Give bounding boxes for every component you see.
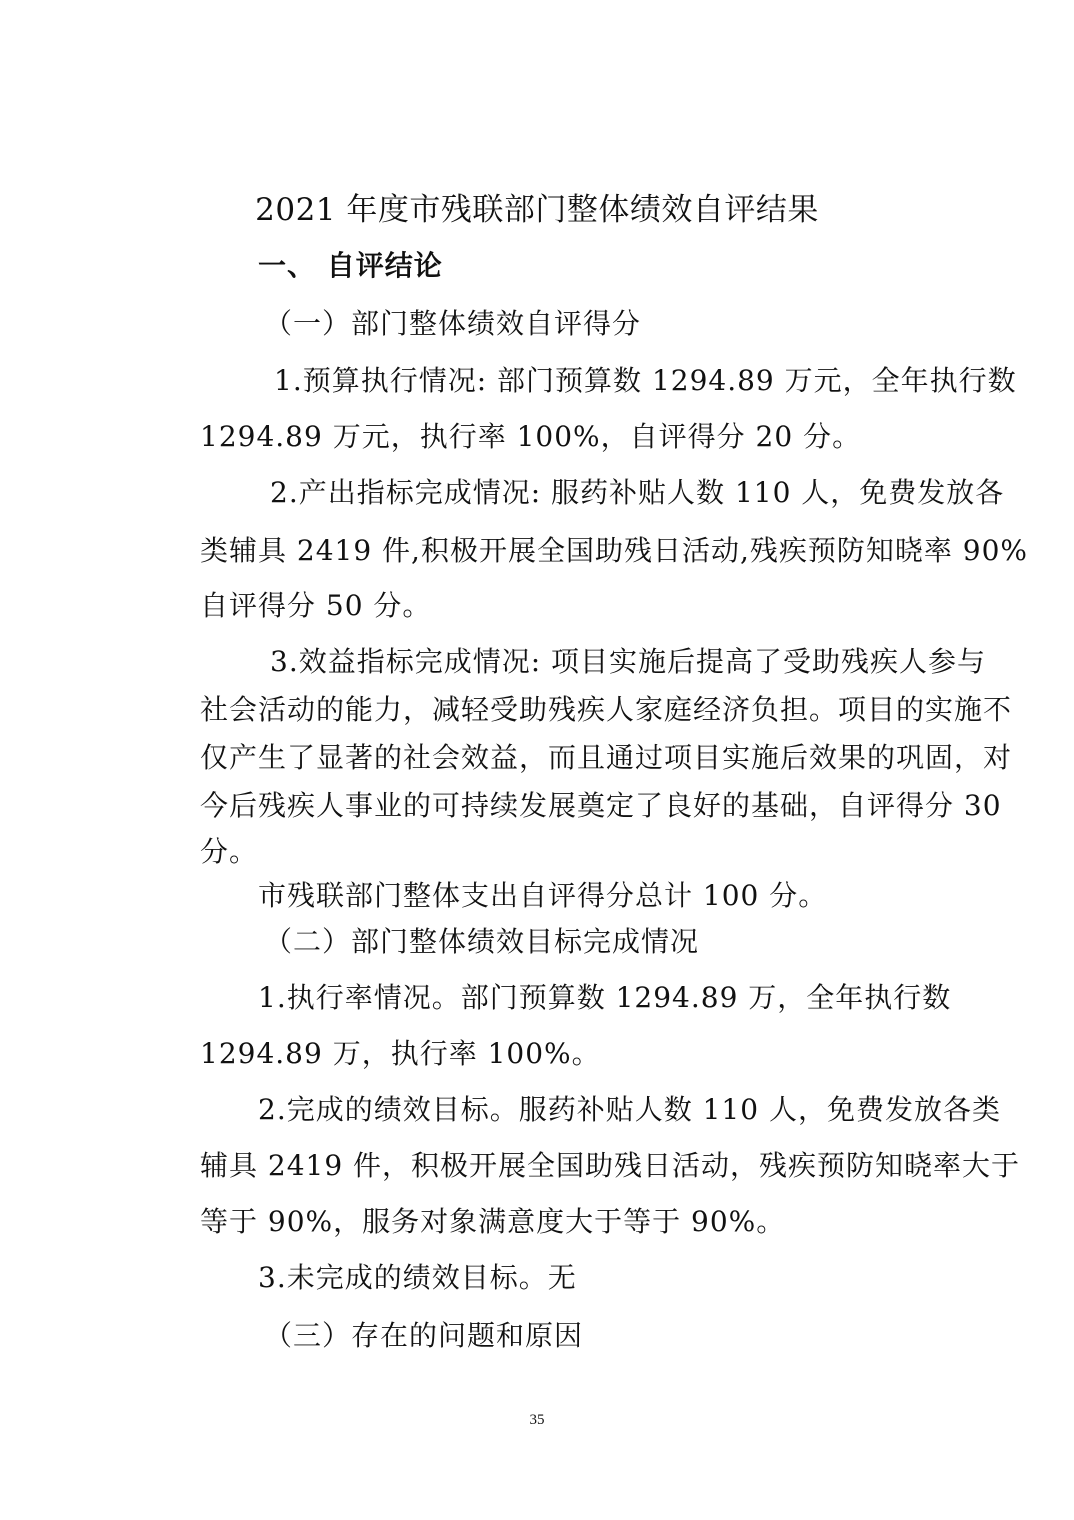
paragraph-line: 自评得分 50 分。 (200, 589, 432, 622)
paragraph-line: 分。 (200, 835, 259, 868)
paragraph-line: 1294.89 万，执行率 100%。 (200, 1037, 601, 1070)
subsection-3-heading: （三）存在的问题和原因 (264, 1319, 584, 1352)
paragraph-line: 社会活动的能力，减轻受助残疾人家庭经济负担。项目的实施不 (200, 693, 1013, 726)
paragraph-line: 1294.89 万元，执行率 100%，自评得分 20 分。 (200, 420, 862, 453)
page-number: 35 (529, 1412, 545, 1428)
paragraph-line: 2.完成的绩效目标。服药补贴人数 110 人，免费发放各类 (258, 1093, 1001, 1126)
paragraph-line: 类辅具 2419 件,积极开展全国助残日活动,残疾预防知晓率 90% (200, 534, 1028, 567)
paragraph-line: 仅产生了显著的社会效益，而且通过项目实施后效果的巩固，对 (200, 741, 1013, 774)
paragraph-line: 3.未完成的绩效目标。无 (258, 1261, 577, 1294)
document-title: 2021 年度市残联部门整体绩效自评结果 (255, 192, 819, 228)
subsection-1-heading: （一）部门整体绩效自评得分 (264, 307, 642, 340)
paragraph-line: 3.效益指标完成情况: 项目实施后提高了受助残疾人参与 (270, 645, 987, 678)
paragraph-line: 1.执行率情况。部门预算数 1294.89 万，全年执行数 (258, 981, 952, 1014)
paragraph-line: 辅具 2419 件，积极开展全国助残日活动，残疾预防知晓率大于 (200, 1149, 1021, 1182)
score-total: 市残联部门整体支出自评得分总计 100 分。 (258, 879, 828, 912)
section-heading: 一、 自评结论 (258, 249, 443, 282)
paragraph-line: 等于 90%，服务对象满意度大于等于 90%。 (200, 1205, 786, 1238)
paragraph-line: 1.预算执行情况: 部门预算数 1294.89 万元，全年执行数 (274, 364, 1017, 397)
paragraph-line: 2.产出指标完成情况: 服药补贴人数 110 人，免费发放各 (270, 476, 1005, 509)
subsection-2-heading: （二）部门整体绩效目标完成情况 (264, 925, 700, 958)
paragraph-line: 今后残疾人事业的可持续发展奠定了良好的基础，自评得分 30 (200, 789, 1002, 822)
